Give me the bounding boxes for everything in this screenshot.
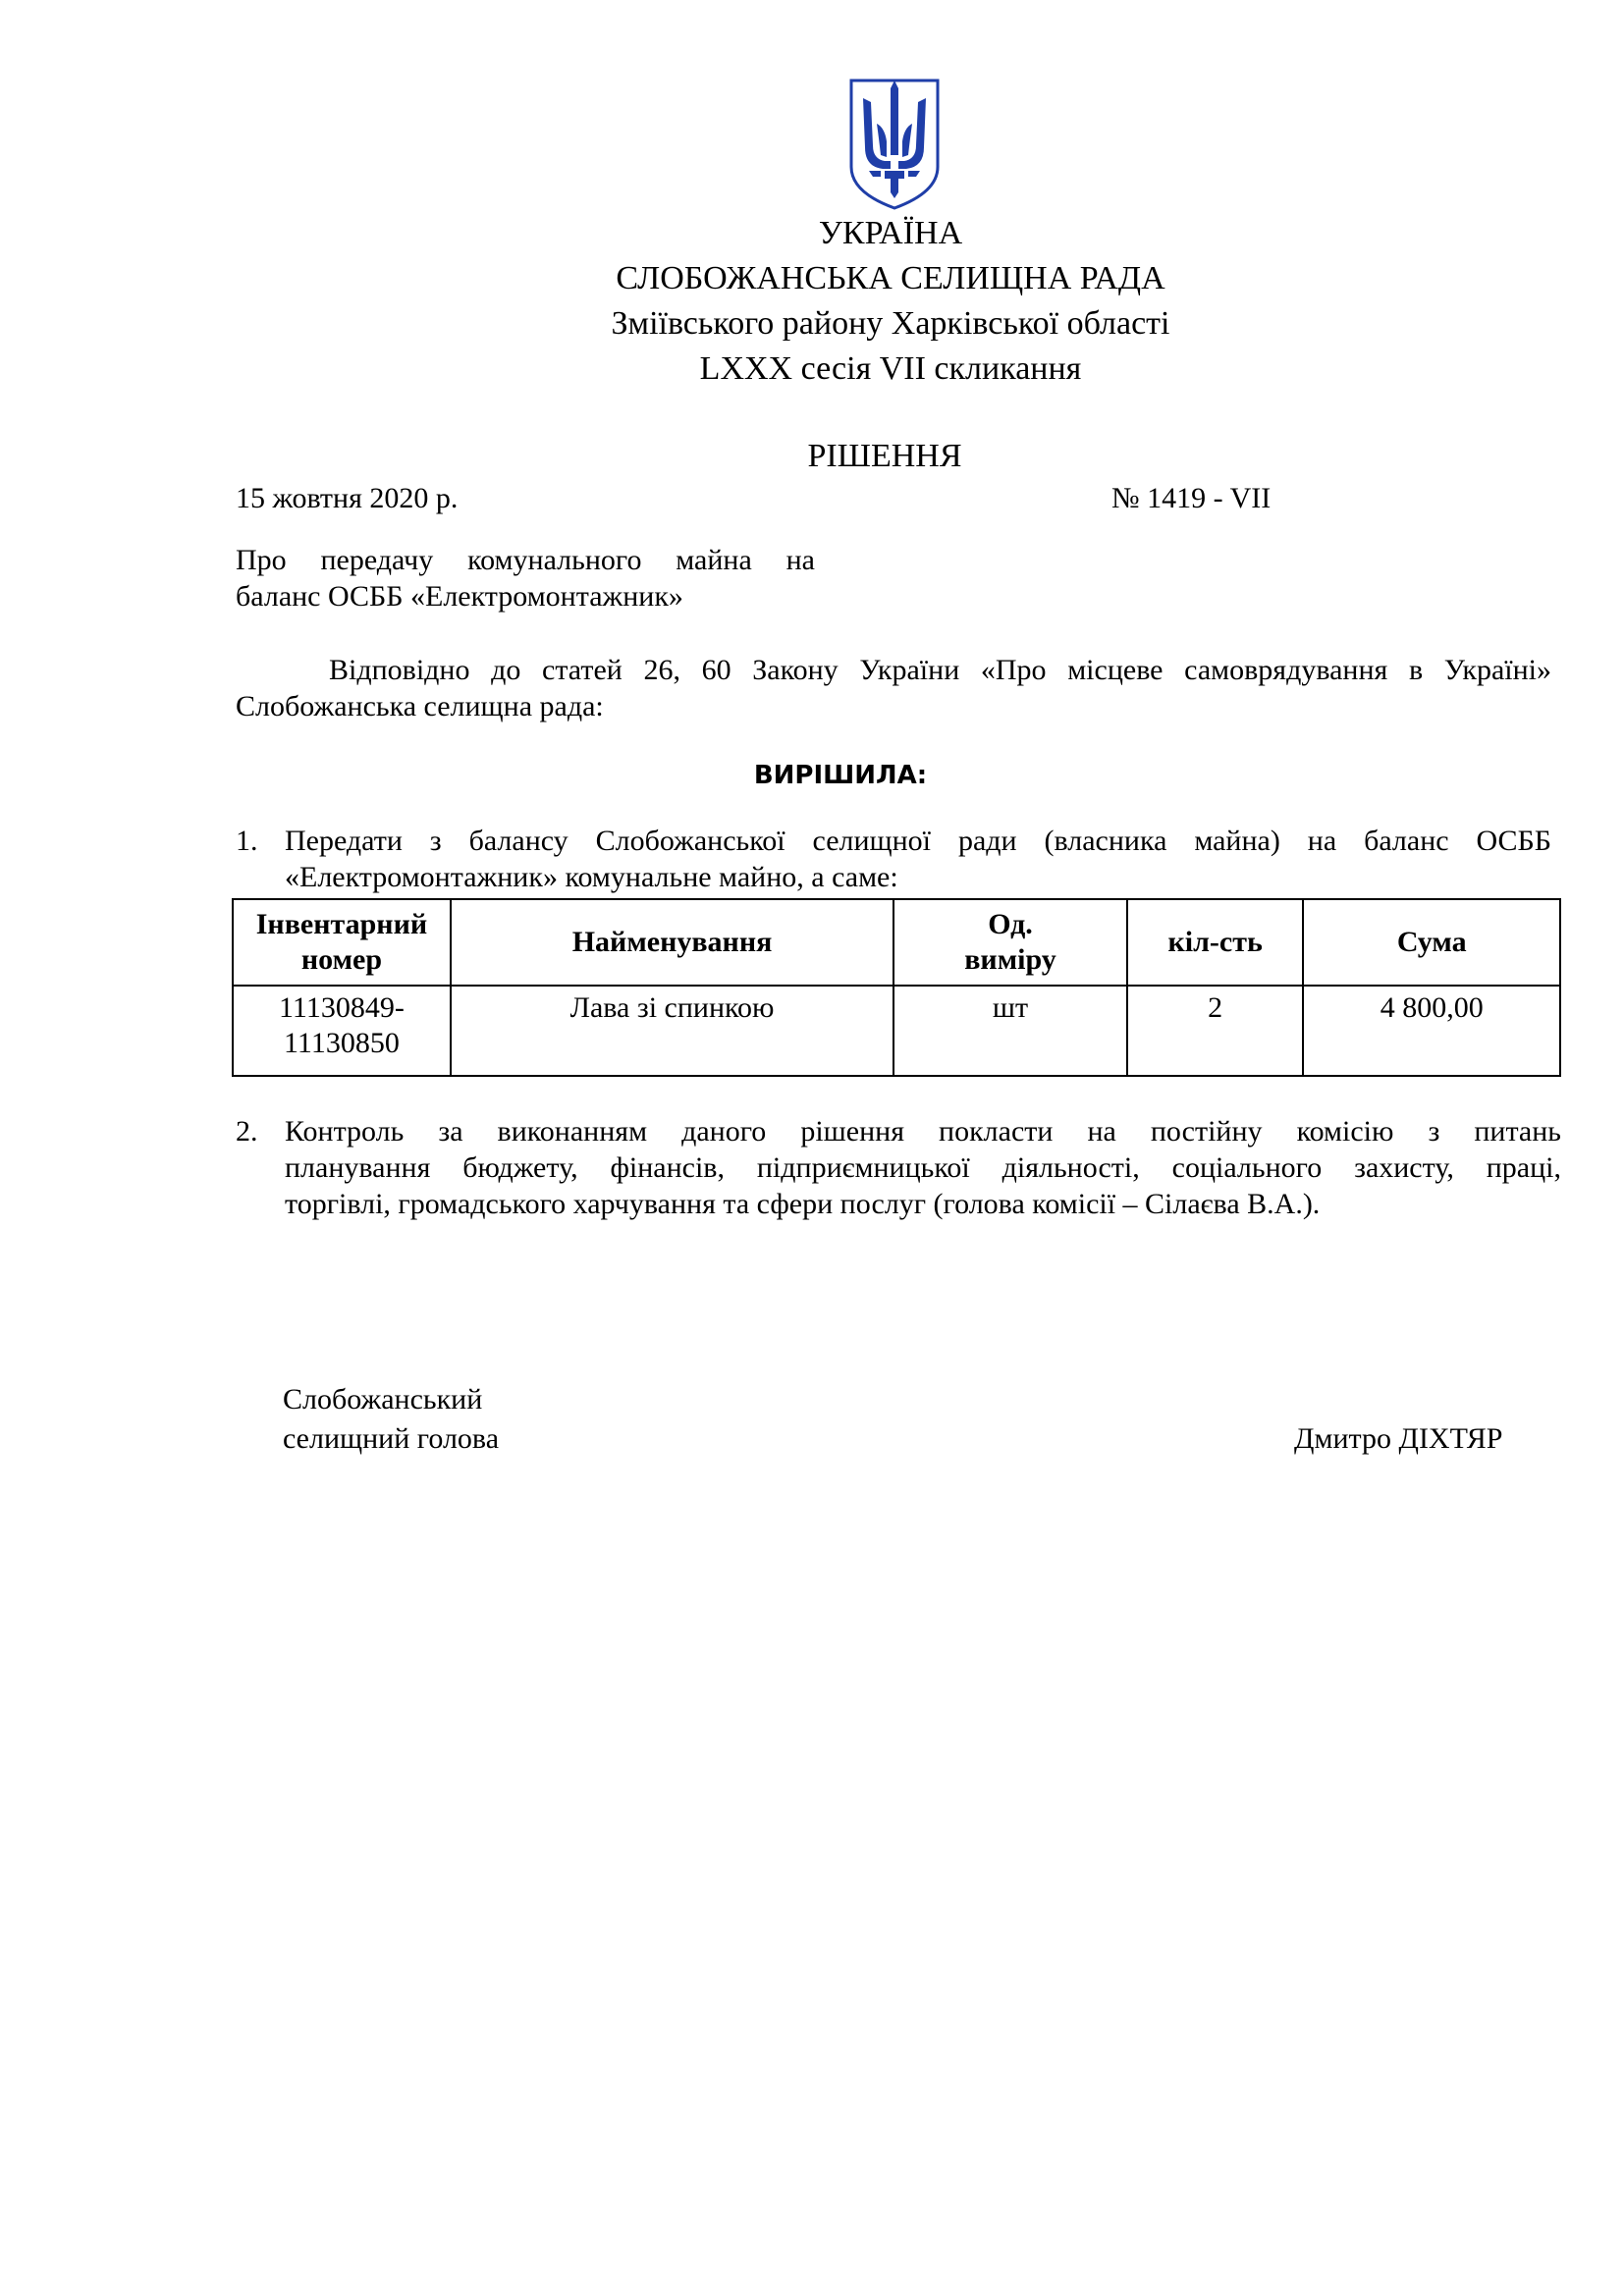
item-number: 1. [236, 825, 258, 857]
signatory-name: Дмитро ДІХТЯР [1294, 1422, 1503, 1455]
item-line: Передати з балансу Слобожанської селищної ради (власника майна) на баланс ОСББ [285, 825, 1551, 857]
coat-of-arms-trident-icon [847, 77, 942, 212]
header-country: УКРАЇНА [818, 215, 963, 251]
property-table [232, 898, 1561, 1077]
decision-item-2 [236, 1113, 1561, 1222]
col-header-inventory-number: Інвентарний номер [233, 899, 451, 986]
item-line: торгівлі, громадського харчування та сфери послуг (голова комісії – Сілаєва В.А.). [285, 1188, 1321, 1220]
header-region: Зміївського району Харківської області [611, 305, 1170, 342]
table-header-row [233, 899, 1560, 986]
col-header-sum: Сума [1303, 899, 1560, 986]
decision-subject [236, 542, 815, 614]
col-header-quantity: кіл-сть [1127, 899, 1304, 986]
preamble-line-1: Відповідно до статей 26, 60 Закону України «Про місцеве самоврядування в Україні» [329, 654, 1551, 686]
cell-unit: шт [893, 986, 1127, 1076]
preamble [236, 652, 1551, 724]
item-line: Контроль за виконанням даного рішення покласти на постійну комісію з питань [285, 1115, 1561, 1148]
signatory-title: Слобожанський селищний голова [283, 1383, 500, 1455]
decision-item-1 [236, 823, 1551, 895]
subject-line-2: баланс ОСББ «Електромонтажник» [236, 580, 683, 613]
cell-sum: 4 800,00 [1303, 986, 1560, 1076]
cell-inventory-number: 11130849- 11130850 [233, 986, 451, 1076]
item-line: планування бюджету, фінансів, підприємницької діяльності, соціального захисту, праці, [285, 1151, 1561, 1184]
cell-quantity: 2 [1127, 986, 1304, 1076]
col-header-name: Найменування [451, 899, 893, 986]
decision-number: № 1419 - VII [1111, 482, 1272, 514]
subject-line-1: Про передачу комунального майна на [236, 544, 815, 576]
decision-date: 15 жовтня 2020 р. [236, 482, 459, 514]
item-line: «Електромонтажник» комунальне майно, а саме: [285, 861, 898, 893]
table-row [233, 986, 1560, 1076]
header-session: LXXX сесія VII скликання [699, 350, 1082, 387]
preamble-line-2: Слобожанська селищна рада: [236, 690, 604, 722]
decision-title: РІШЕННЯ [807, 438, 962, 474]
decided-heading: ВИРІШИЛА: [753, 761, 928, 790]
header-council: СЛОБОЖАНСЬКА СЕЛИЩНА РАДА [616, 260, 1165, 296]
item-number: 2. [236, 1115, 258, 1148]
cell-name: Лава зі спинкою [451, 986, 893, 1076]
col-header-unit: Од. виміру [893, 899, 1127, 986]
